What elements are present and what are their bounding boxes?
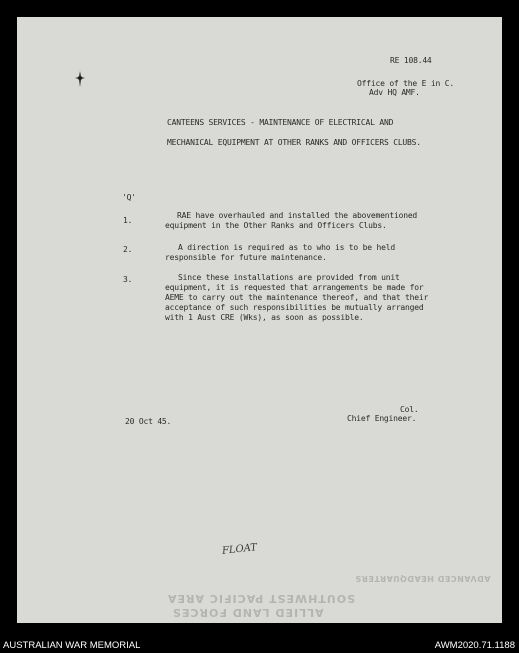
paragraph-line: with 1 Aust CRE (Wks), as soon as possible. bbox=[165, 313, 364, 322]
paragraph-line: equipment in the Other Ranks and Officers Clubs. bbox=[165, 221, 387, 230]
paragraph-line: Since these installations are provided from unit bbox=[178, 273, 400, 282]
stamp-line-3: ALLIED LAND FORCES bbox=[172, 606, 324, 619]
office-line-2: Adv HQ AMF. bbox=[369, 88, 420, 97]
footer-accession-number: AWM2020.71.1188 bbox=[434, 640, 515, 651]
stamp-line-2: SOUTHWEST PACIFIC AREA bbox=[167, 592, 356, 605]
paragraph-line: acceptance of such responsibilities be mutually arranged bbox=[165, 303, 424, 312]
subject-line-1: CANTEENS SERVICES - MAINTENANCE OF ELECTRICAL AND bbox=[167, 118, 394, 127]
footer-institution: AUSTRALIAN WAR MEMORIAL bbox=[3, 640, 141, 651]
paragraph-line: responsible for future maintenance. bbox=[165, 253, 327, 262]
paragraph-line: A direction is required as to who is to be held bbox=[178, 243, 395, 252]
paragraph-line: RAE have overhauled and installed the abovementioned bbox=[177, 211, 418, 220]
signature-rank: Col. bbox=[400, 405, 419, 414]
ink-blot-icon bbox=[73, 69, 87, 89]
reference-number: RE 108.44 bbox=[390, 56, 432, 65]
addressee-heading: 'Q' bbox=[122, 193, 136, 202]
paragraph-number: 1. bbox=[123, 216, 133, 225]
paragraph-number: 2. bbox=[123, 245, 133, 254]
paragraph-line: AEME to carry out the maintenance thereof, and that their bbox=[165, 293, 429, 302]
signature-title: Chief Engineer. bbox=[347, 414, 417, 423]
document-date: 20 Oct 45. bbox=[125, 417, 172, 426]
paragraph-number: 3. bbox=[123, 275, 133, 284]
document-page bbox=[17, 17, 502, 623]
handwritten-note: FLOAT bbox=[221, 542, 258, 557]
paragraph-line: equipment, it is requested that arrangements be made for bbox=[165, 283, 424, 292]
subject-line-2: MECHANICAL EQUIPMENT AT OTHER RANKS AND OFFICERS CLUBS. bbox=[167, 138, 421, 147]
office-line-1: Office of the E in C. bbox=[357, 79, 454, 88]
stamp-line-1: ADVANCED HEADQUARTERS bbox=[355, 574, 491, 583]
